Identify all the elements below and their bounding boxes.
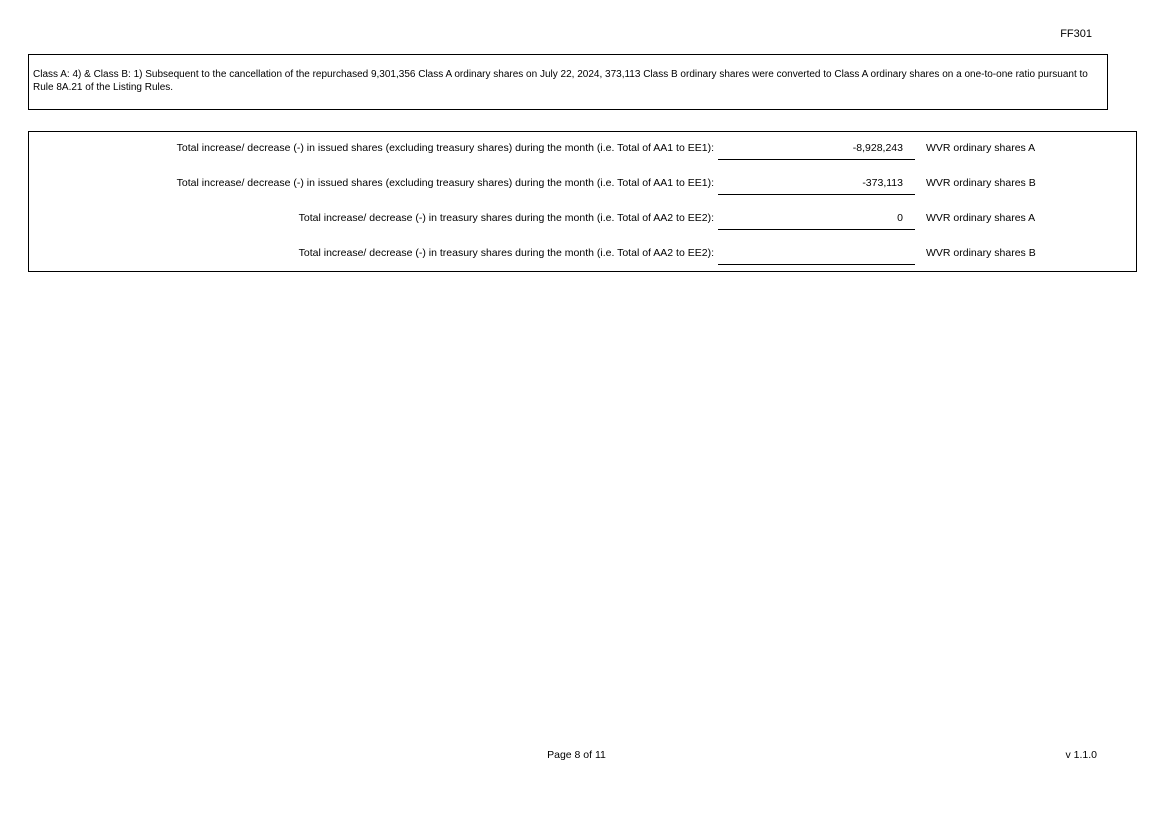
total-label: Total increase/ decrease (-) in treasury shares during the month (i.e. Total of AA2 to EE2): [298,247,714,259]
total-label: Total increase/ decrease (-) in issued shares (excluding treasury shares) during the month (i.e. Total of AA1 to EE1): [176,142,714,154]
total-row-treasury-shares-a [29,202,1136,237]
totals-section [28,131,1137,272]
form-code: FF301 [1060,28,1092,40]
page-number: Page 8 of 11 [547,749,606,761]
total-value-field[interactable]: 0 [718,202,915,230]
remarks-text: Class A: 4) & Class B: 1) Subsequent to the cancellation of the repurchased 9,301,356 Class A ordinary shares on July 22, 2024, 373,113 Class B ordinary shares were converted to Class A ordinary shares on a one-to-one ratio pursuant to Rule 8A.21 of the Listing Rules. [33,69,1088,93]
total-value-field[interactable]: -373,113 [718,167,915,195]
total-label: Total increase/ decrease (-) in issued shares (excluding treasury shares) during the month (i.e. Total of AA1 to EE1): [176,177,714,189]
total-row-issued-shares-a [29,132,1136,167]
share-class-label: WVR ordinary shares A [926,212,1036,224]
total-value-field[interactable] [718,237,915,265]
share-class-label: WVR ordinary shares B [926,247,1036,259]
total-row-treasury-shares-b [29,237,1136,272]
version-label: v 1.1.0 [1065,749,1097,761]
total-row-issued-shares-b [29,167,1136,202]
remarks-box [28,54,1108,110]
total-value-field[interactable]: -8,928,243 [718,132,915,160]
share-class-label: WVR ordinary shares A [926,142,1036,154]
share-class-label: WVR ordinary shares B [926,177,1036,189]
total-label: Total increase/ decrease (-) in treasury shares during the month (i.e. Total of AA2 to EE2): [298,212,714,224]
